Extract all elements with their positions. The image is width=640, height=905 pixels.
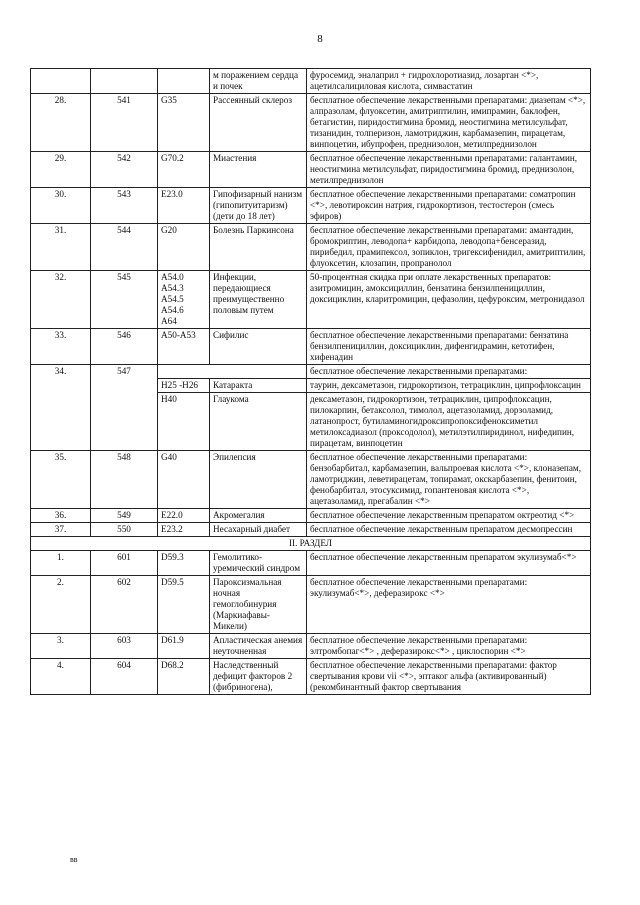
row-code: 604 — [91, 659, 158, 695]
row-number: 33. — [31, 329, 91, 365]
icd-code: D61.9 — [158, 634, 210, 659]
therapy-cell: бесплатное обеспечение лекарственным препаратом десмопрессин — [307, 523, 591, 537]
disease-name: Несахарный диабет — [210, 523, 307, 537]
icd-code: H40 — [158, 393, 210, 451]
benefits-table-container — [30, 68, 590, 695]
therapy-cell: дексаметазон, гидрокортизон, тетрациклин, ципрофлоксацин, пилокарпин, бетаксолол, тимолол, ацетазоламид, дорзоламид, латанопрост, бутиламиногидроксипропоксифеноксиметил метилоксадиазол (проксодолол), метилэтилпиридинол, нифедипин, пирацетам, винпоцетин — [307, 393, 591, 451]
row-number: 2. — [31, 576, 91, 634]
disease-name: Инфекции, передающиеся преимущественно половым путем — [210, 271, 307, 329]
benefits-table — [30, 68, 591, 695]
therapy-cell: бесплатное обеспечение лекарственными препаратами: галантамин, неостигмина метилсульфат, пиридостигмина бромид, преднизолон, метилпреднизолон — [307, 152, 591, 188]
row-number: 32. — [31, 271, 91, 329]
table-row — [31, 329, 591, 365]
icd-code: E23.2 — [158, 523, 210, 537]
row-code: 549 — [91, 509, 158, 523]
therapy-cell: бесплатное обеспечение лекарственными препаратами: бензатина бензилпенициллин, доксициклин, дифенгидрамин, кетотифен, хифенадин — [307, 329, 591, 365]
table-row — [31, 551, 591, 576]
therapy-cell: бесплатное обеспечение лекарственными препаратами: фактор свертывания крови vii <*>, эптаког альфа (активированный) (рекомбинантный фактор свертывания — [307, 659, 591, 695]
icd-code: G70.2 — [158, 152, 210, 188]
icd-code: D59.5 — [158, 576, 210, 634]
disease-name: Наследственный дефицит факторов 2 (фибриногена), — [210, 659, 307, 695]
row-code: 601 — [91, 551, 158, 576]
therapy-cell: бесплатное обеспечение лекарственными препаратами: экулизумаб<*>, деферазирокс <*> — [307, 576, 591, 634]
icd-code: G40 — [158, 451, 210, 509]
therapy-cell: бесплатное обеспечение лекарственными препаратами: соматропин <*>, левотироксин натрия, гидрокортизон, тестостерон (смесь эфиров) — [307, 188, 591, 224]
disease-name: Акромегалия — [210, 509, 307, 523]
therapy-cell: бесплатное обеспечение лекарственными препаратами: бензобарбитал, карбамазепин, вальпроевая кислота <*>, клоназепам, ламотриджин, леветирацетам, топирамат, окскарбазепин, фенитоин, фенобарбитал, этосуксимид, гопантеновая кислота <*>, ацетазоламид, прегабалин <*> — [307, 451, 591, 509]
row-code: 544 — [91, 224, 158, 271]
row-number: 35. — [31, 451, 91, 509]
row-number: 37. — [31, 523, 91, 537]
therapy-cell: бесплатное обеспечение лекарственными препаратами: элтромбопаг<*> , деферазирокс<*> , циклоспорин <*> — [307, 634, 591, 659]
disease-name: Сифилис — [210, 329, 307, 365]
table-row — [31, 634, 591, 659]
therapy-cell: бесплатное обеспечение лекарственным препаратом экулизумаб<*> — [307, 551, 591, 576]
icd-code: H25 -H26 — [158, 379, 210, 393]
icd-code: E22.0 — [158, 509, 210, 523]
disease-name: Глаукома — [210, 393, 307, 451]
row-code: 547 — [91, 365, 158, 451]
icd-code: G35 — [158, 94, 210, 152]
empty-cell — [158, 365, 307, 379]
row-code: 545 — [91, 271, 158, 329]
therapy-cell: бесплатное обеспечение лекарственными препаратами: диазепам <*>, алпразолам, флуоксетин, амитриптилин, имипрамин, баклофен, бетагистин, пиридостигмина бромид, неостигмина метилсульфат, тизанидин, толперизон, ламотриджин, карбамазепин, пирацетам, винпоцетин, ибупрофен, преднизолон, метилпреднизолон — [307, 94, 591, 152]
therapy-cell: фуросемид, эналаприл + гидрохлоротиазид, лозартан <*>, ацетилсалициловая кислота, симвастатин — [307, 69, 591, 94]
therapy-cell: бесплатное обеспечение лекарственными препаратами: амантадин, бромокриптин, леводопа+ карбидопа, леводопа+бенсеразид, пирибедил, прамипексол, зопиклон, тригексифенидил, амитриптилин, флуоксетин, клозапин, пропранолол — [307, 224, 591, 271]
row-number: 1. — [31, 551, 91, 576]
disease-name: Пароксизмальная ночная гемоглобинурия (Маркиафавы-Микели) — [210, 576, 307, 634]
table-row — [31, 94, 591, 152]
row-code: 541 — [91, 94, 158, 152]
table-row — [31, 224, 591, 271]
row-number: 3. — [31, 634, 91, 659]
disease-name: Рассеянный склероз — [210, 94, 307, 152]
row-code: 543 — [91, 188, 158, 224]
table-row — [31, 523, 591, 537]
row-number — [31, 69, 91, 94]
page-number: 8 — [317, 33, 323, 45]
section-row — [31, 537, 591, 551]
row-code — [91, 69, 158, 94]
therapy-cell: 50-процентная скидка при оплате лекарственных препаратов: азитромицин, амоксициллин, бензатина бензилпенициллин, доксициклин, кларитромицин, цефазолин, цефуроксим, метронидазол — [307, 271, 591, 329]
icd-code — [158, 69, 210, 94]
row-code: 602 — [91, 576, 158, 634]
disease-name: Катаракта — [210, 379, 307, 393]
table-row — [31, 188, 591, 224]
row-number: 29. — [31, 152, 91, 188]
icd-code: A50-A53 — [158, 329, 210, 365]
section-title: II. РАЗДЕЛ — [31, 537, 591, 551]
disease-name: Апластическая анемия неуточненная — [210, 634, 307, 659]
footer-mark: вв — [70, 855, 78, 864]
row-code: 548 — [91, 451, 158, 509]
row-code: 603 — [91, 634, 158, 659]
row-number: 31. — [31, 224, 91, 271]
row-code: 542 — [91, 152, 158, 188]
icd-code: G20 — [158, 224, 210, 271]
table-row — [31, 271, 591, 329]
row-number: 4. — [31, 659, 91, 695]
therapy-cell: таурин, дексаметазон, гидрокортизон, тетрациклин, ципрофлоксацин — [307, 379, 591, 393]
disease-name: Эпилепсия — [210, 451, 307, 509]
icd-code: D59.3 — [158, 551, 210, 576]
row-number: 28. — [31, 94, 91, 152]
row-number: 36. — [31, 509, 91, 523]
table-row — [31, 509, 591, 523]
row-code: 550 — [91, 523, 158, 537]
row-number: 30. — [31, 188, 91, 224]
table-row — [31, 659, 591, 695]
row-code: 546 — [91, 329, 158, 365]
row-number: 34. — [31, 365, 91, 451]
table-row — [31, 576, 591, 634]
disease-name: Болезнь Паркинсона — [210, 224, 307, 271]
table-row — [31, 152, 591, 188]
table-row — [31, 451, 591, 509]
therapy-cell: бесплатное обеспечение лекарственными препаратами: — [307, 365, 591, 379]
icd-code: D68.2 — [158, 659, 210, 695]
disease-name: Гемолитико-уремический синдром — [210, 551, 307, 576]
icd-code: E23.0 — [158, 188, 210, 224]
icd-code: A54.0 A54.3 A54.5 A54.6 A64 — [158, 271, 210, 329]
table-row — [31, 365, 591, 379]
disease-name: Гипофизарный нанизм (гипопитуитаризм) (дети до 18 лет) — [210, 188, 307, 224]
disease-name: м поражением сердца и почек — [210, 69, 307, 94]
table-row — [31, 69, 591, 94]
disease-name: Миастения — [210, 152, 307, 188]
therapy-cell: бесплатное обеспечение лекарственным препаратом октреотид <*> — [307, 509, 591, 523]
